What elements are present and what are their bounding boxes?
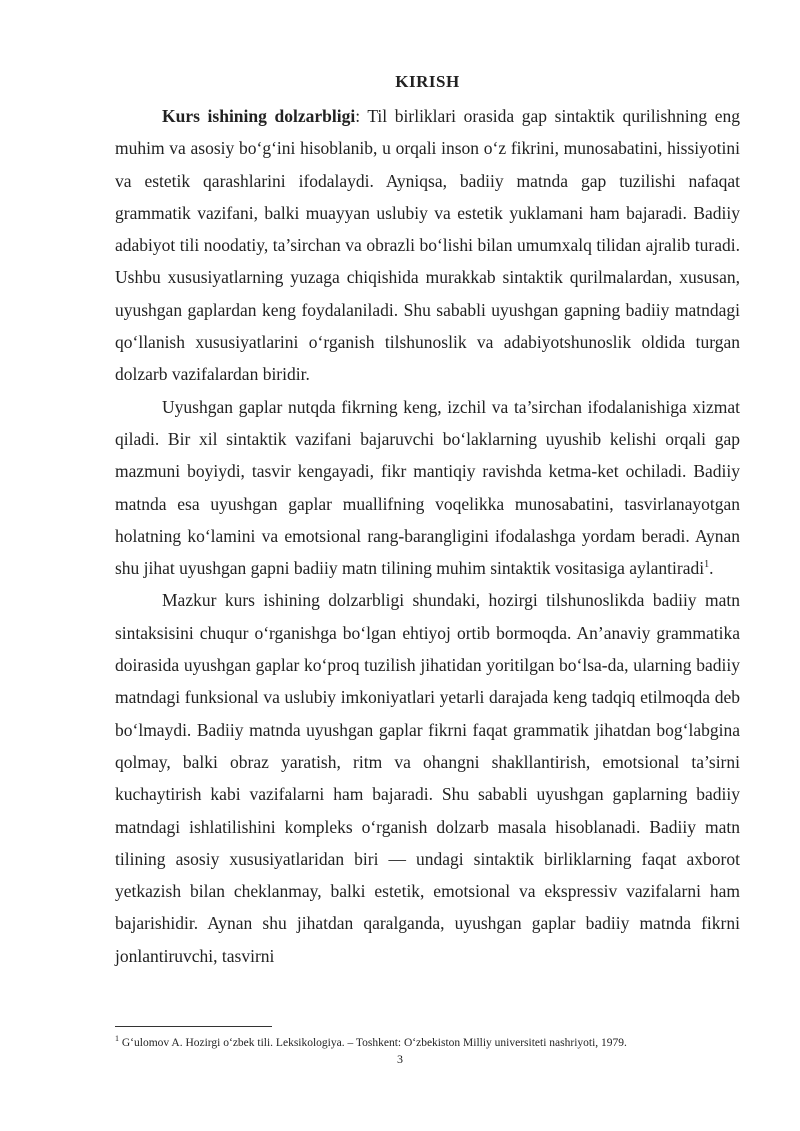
paragraph-text: Mazkur kurs ishining dolzarbligi shundaki, hozirgi tilshunoslikda badiiy matn sintaksisini chuqur o‘rganishga bo‘lgan ehtiyoj ortib bormoqda. An’anaviy grammatika doirasida uyushgan gaplar ko‘proq tuzilish jihatidan yoritilgan bo‘lsa-da, ularning badiiy matndagi funksional va uslubiy imkoniyatlari yetarli darajada keng tadqiq etilmoqda deb bo‘lmaydi. Badiiy matnda uyushgan gaplar fikrni faqat grammatik jihatdan bog‘labgina qolmay, balki obraz yaratish, ritm va ohangni shakllantirish, emotsional ta’sirni kuchaytirish kabi vazifalarni ham bajaradi. Shu sababli uyushgan gaplarning badiiy matndagi ishlatilishini kompleks o‘rganish dolzarb masala hisoblanadi. Badiiy matn tilining asosiy xususiyatlaridan biri — undagi sintaktik birliklarning faqat axborot yetkazish bilan cheklanmay, balki estetik, emotsional va ekspressiv vazifalarni ham bajarishidir. Aynan shu jihatdan qaralganda, uyushgan gaplar badiiy matnda fikrni jonlantiruvchi, tasvirni (115, 590, 740, 966)
section-title: KIRISH (395, 72, 460, 91)
page-number: 3 (397, 1052, 403, 1066)
paragraph-course-work (115, 584, 740, 972)
footnote-mark: 1 (115, 1034, 119, 1044)
paragraph-text: Uyushgan gaplar nutqda fikrning keng, izchil va ta’sirchan ifodalanishiga xizmat qiladi. Bir xil sintaktik vazifani bajaruvchi bo‘laklarning uyushib kelishi orqali gap mazmuni boyiydi, tasvir kengayadi, fikr mantiqiy ravishda ketma-ket ochiladi. Badiiy matnda esa uyushgan gaplar muallifning voqelikka munosabatini, tasvirlanayotgan holatning ko‘lamini va emotsional rang-barangligini ifodalashga yordam beradi. Aynan shu jihat uyushgan gapni badiiy matn tilining muhim sintaktik vositasiga aylantiradi (115, 396, 740, 579)
footnote (115, 1036, 755, 1050)
footnote-reference[interactable]: 1 (704, 559, 710, 571)
paragraph-relevance (115, 100, 740, 391)
paragraph-tail: . (709, 558, 714, 579)
footnote-text: G‘ulomov A. Hozirgi o‘zbek tili. Leksikologiya. – Toshkent: O‘zbekiston Milliy universiteti nashriyoti, 1979. (119, 1037, 627, 1049)
document-body (115, 72, 740, 972)
paragraph-homogeneous (115, 391, 740, 585)
paragraph-text: : Til birliklari orasida gap sintaktik qurilishning eng muhim va asosiy bo‘g‘ini hisoblanib, u orqali inson o‘z fikrini, munosabatini, hissiyotini va estetik qarashlarini ifodalaydi. Ayniqsa, badiiy matnda gap tuzilishi nafaqat grammatik vazifani, balki muayyan uslubiy va estetik yuklamani ham bajaradi. Badiiy adabiyot tili noodatiy, ta’sirchan va obrazli bo‘lishi bilan umumxalq tilidan ajralib turadi. Ushbu xususiyatlarning yuzaga chiqishida murakkab sintaktik qurilmalardan, xususan, uyushgan gaplardan keng foydalaniladi. Shu sababli uyushgan gapning badiiy matndagi qo‘llanish xususiyatlarini o‘rganish tilshunoslik va adabiyotshunoslik oldida turgan dolzarb vazifalardan biridir. (115, 106, 741, 385)
footnote-separator (115, 1026, 272, 1027)
relevance-lead: Kurs ishining dolzarbligi (162, 106, 356, 126)
